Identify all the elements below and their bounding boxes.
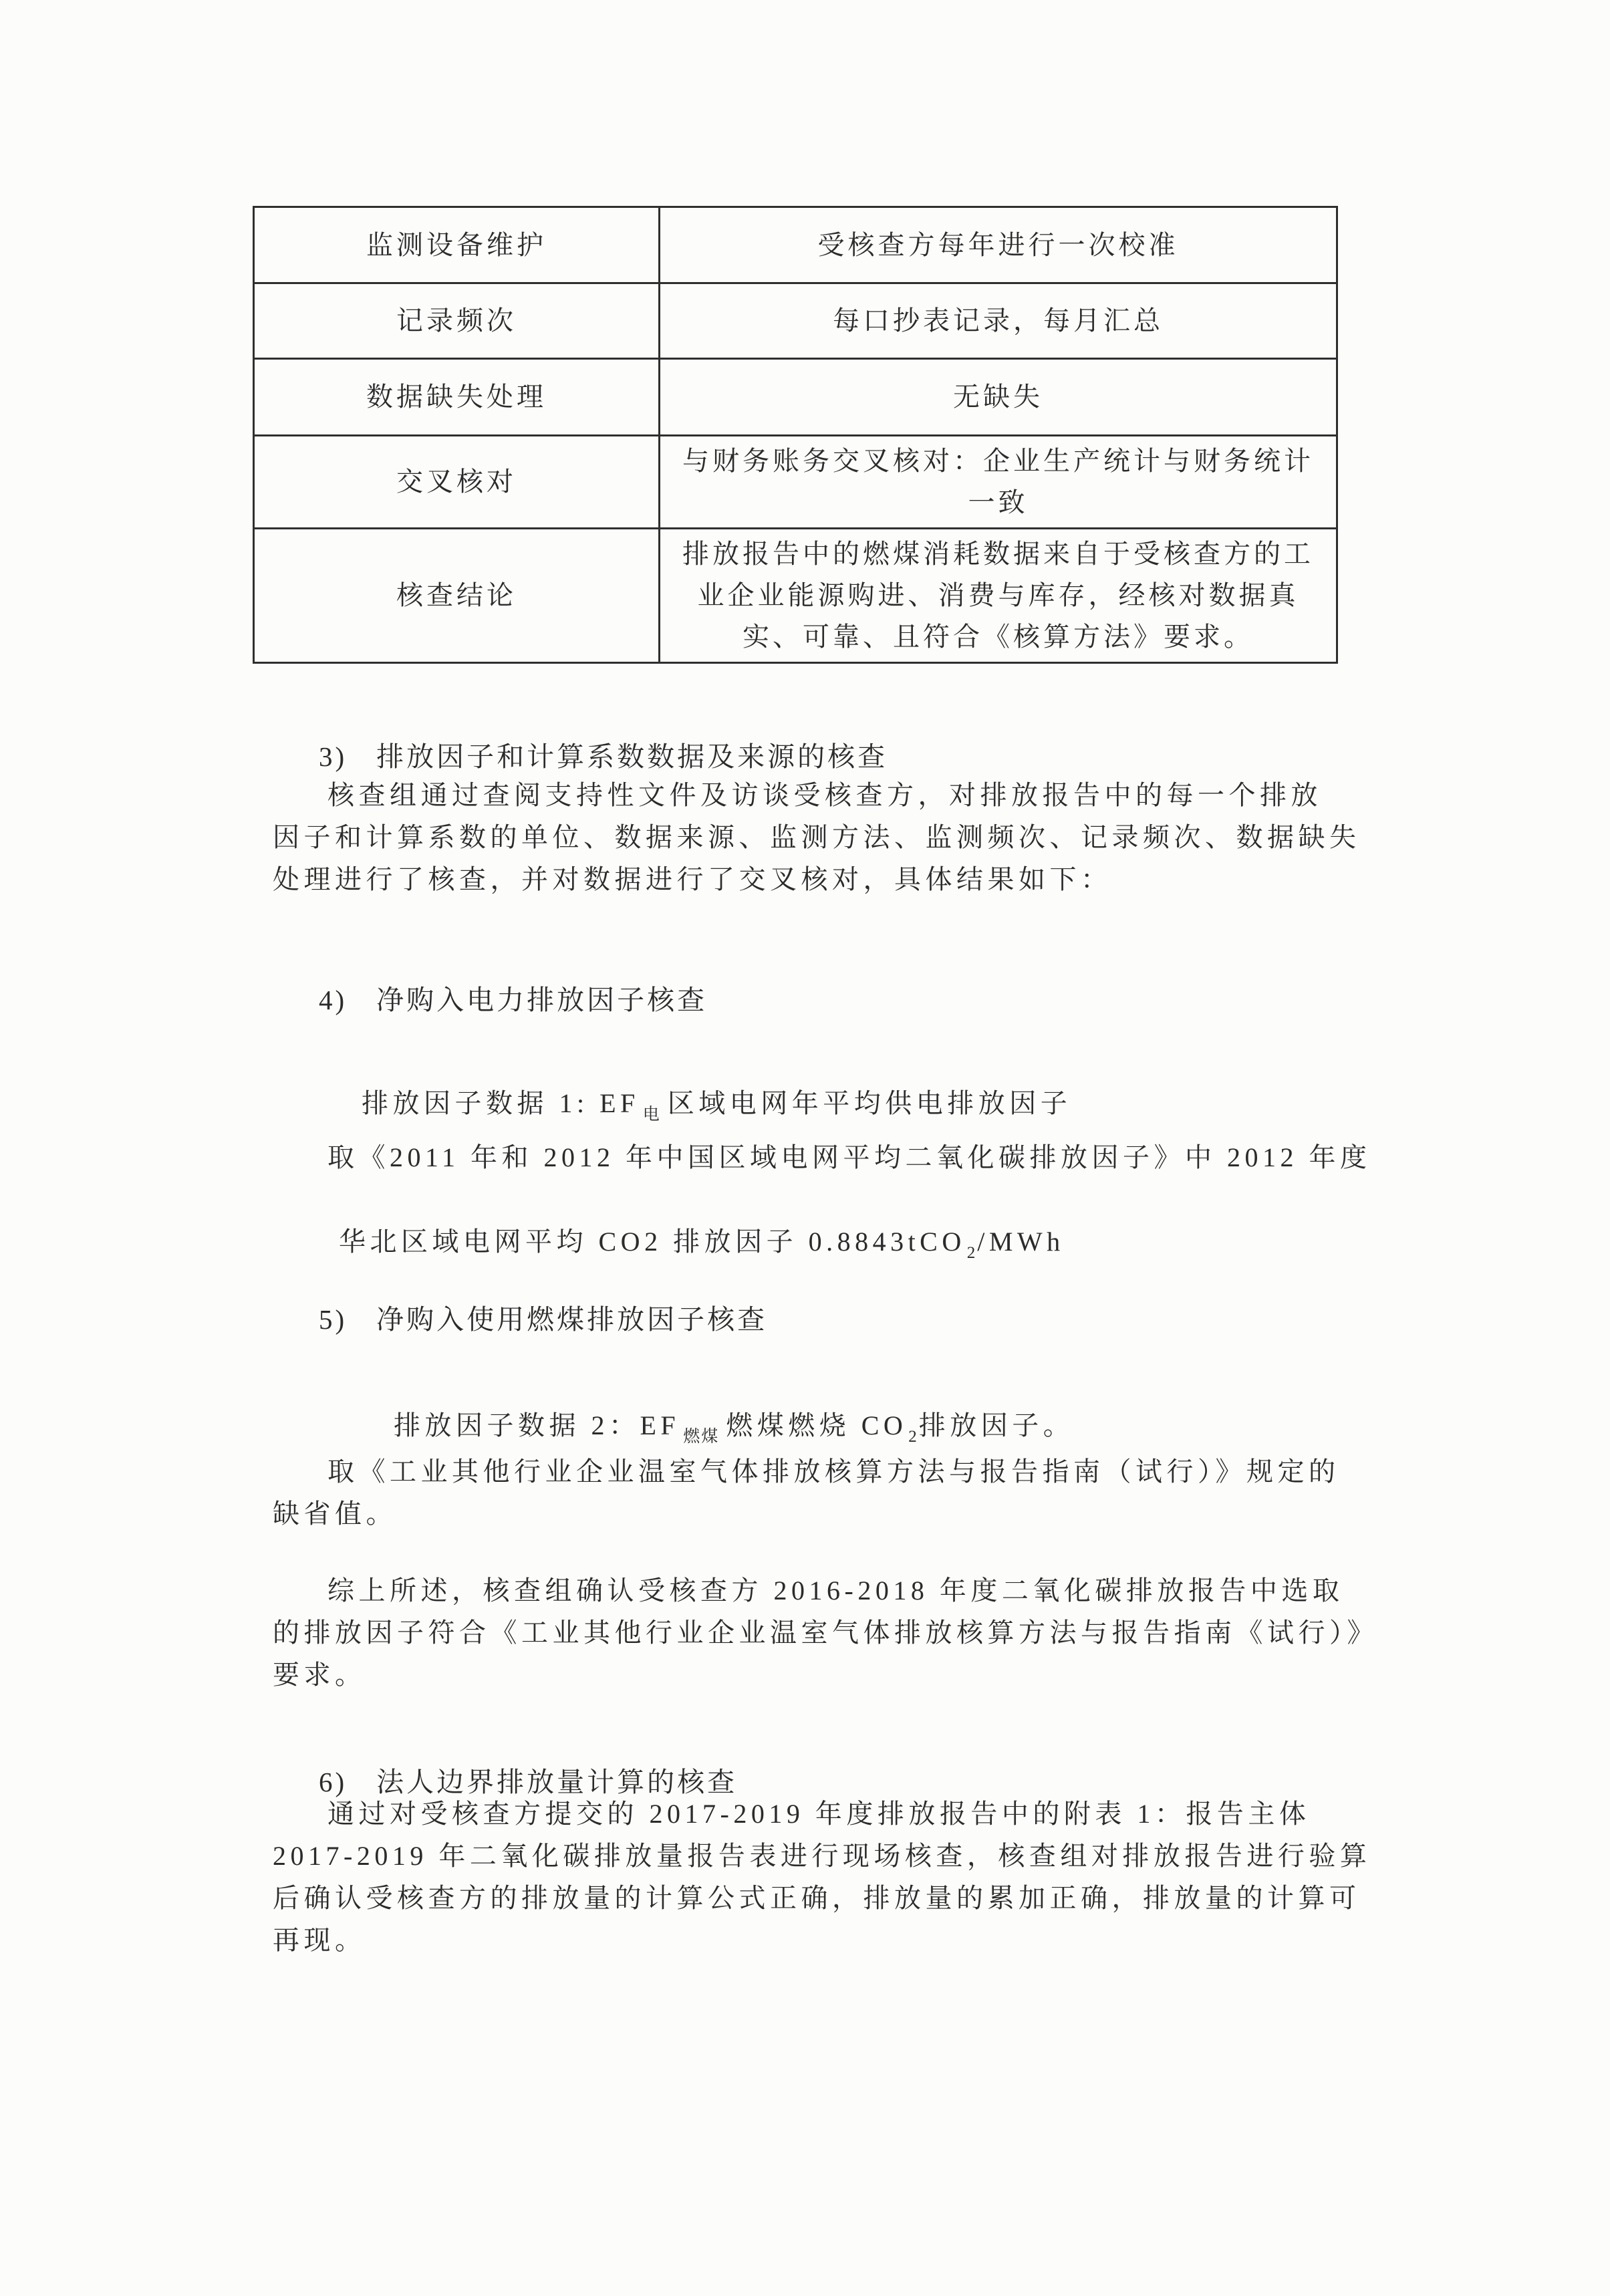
section-5-summary-paragraph [273,1569,1378,1696]
paragraph-line: 缺省值。 [273,1499,397,1529]
section-title: 净购入使用燃煤排放因子核查 [376,1304,768,1335]
row-value: 无缺失 [660,359,1337,436]
ef1-text: 排放因子数据 1: EF [362,1088,640,1118]
row-label: 监测设备维护 [254,207,660,283]
paragraph-line: 通过对受核查方提交的 2017-2019 年度排放报告中的附表 1：报告主体 [327,1799,1311,1829]
paragraph-line: 因子和计算系数的单位、数据来源、监测方法、监测频次、记录频次、数据缺失 [273,822,1361,852]
paragraph-line: 要求。 [273,1660,366,1690]
table-row-verification-conclusion [254,529,1337,663]
row-value: 与财务账务交叉核对：企业生产统计与财务统计一致 [660,436,1337,529]
paragraph-line: 取《2011 年和 2012 年中国区域电网平均二氧化碳排放因子》中 2012 年度 [327,1142,1371,1172]
paragraph-line: 处理进行了核查，并对数据进行了交叉核对，具体结果如下： [273,864,1112,894]
co2-subscript: 2 [966,1244,976,1262]
section-number: 4) [319,985,348,1015]
paragraph-line: 的排放因子符合《工业其他行业企业温室气体排放核算方法与报告指南《试行）》 [273,1618,1378,1648]
paragraph-line: 核查组通过查阅支持性文件及访谈受核查方，对排放报告中的每一个排放 [327,780,1322,810]
row-label: 交叉核对 [254,436,660,529]
section-title: 排放因子和计算系数数据及来源的核查 [376,741,888,772]
paragraph-line: 取《工业其他行业企业温室气体排放核算方法与报告指南（试行）》规定的 [327,1456,1340,1487]
paragraph-line: 再现。 [273,1925,366,1955]
section-number: 5) [319,1304,348,1335]
section-number: 3) [319,741,348,772]
paragraph-line: 综上所述，核查组确认受核查方 2016-2018 年度二氧化碳排放报告中选取 [327,1575,1344,1606]
table-row-missing-data-handling [254,359,1337,436]
row-label: 数据缺失处理 [254,359,660,436]
ef1-subscript: 电 [642,1106,661,1124]
ef2-text: 排放因子数据 2：EF [394,1410,680,1440]
row-value: 每口抄表记录，每月汇总 [660,283,1337,359]
co2-subscript: 2 [908,1428,918,1446]
ef1-text: 区域电网年平均供电排放因子 [667,1088,1072,1118]
ef2-subscript: 燃煤 [683,1428,720,1446]
row-label: 记录频次 [254,283,660,359]
section-title: 法人边界排放量计算的核查 [376,1767,738,1797]
row-value: 排放报告中的燃煤消耗数据来自于受核查方的工业企业能源购进、消费与库存，经核对数据真实、可靠、且符合《核算方法》要求。 [660,529,1337,663]
section-number: 6) [319,1767,348,1797]
table-row-cross-check [254,436,1337,529]
section-title: 净购入电力排放因子核查 [376,985,708,1015]
section-3-paragraph [273,774,1361,900]
ef2-text: 燃煤燃烧 CO [726,1410,908,1440]
verification-summary-table [253,206,1338,664]
paragraph-text: /MWh [977,1227,1065,1257]
table-row-record-frequency [254,283,1337,359]
section-5-paragraph [273,1450,1340,1535]
ef2-text: 排放因子。 [918,1410,1075,1440]
paragraph-line: 2017-2019 年二氧化碳排放量报告表进行现场核查，核查组对排放报告进行验算 [273,1841,1371,1871]
row-label: 核查结论 [254,529,660,663]
paragraph-line: 后确认受核查方的排放量的计算公式正确，排放量的累加正确，排放量的计算可 [273,1883,1361,1913]
section-6-paragraph [273,1793,1371,1961]
table-row-monitoring-maintenance [254,207,1337,283]
paragraph-text: 华北区域电网平均 CO2 排放因子 0.8843tCO [339,1227,966,1257]
row-value: 受核查方每年进行一次校准 [660,207,1337,283]
